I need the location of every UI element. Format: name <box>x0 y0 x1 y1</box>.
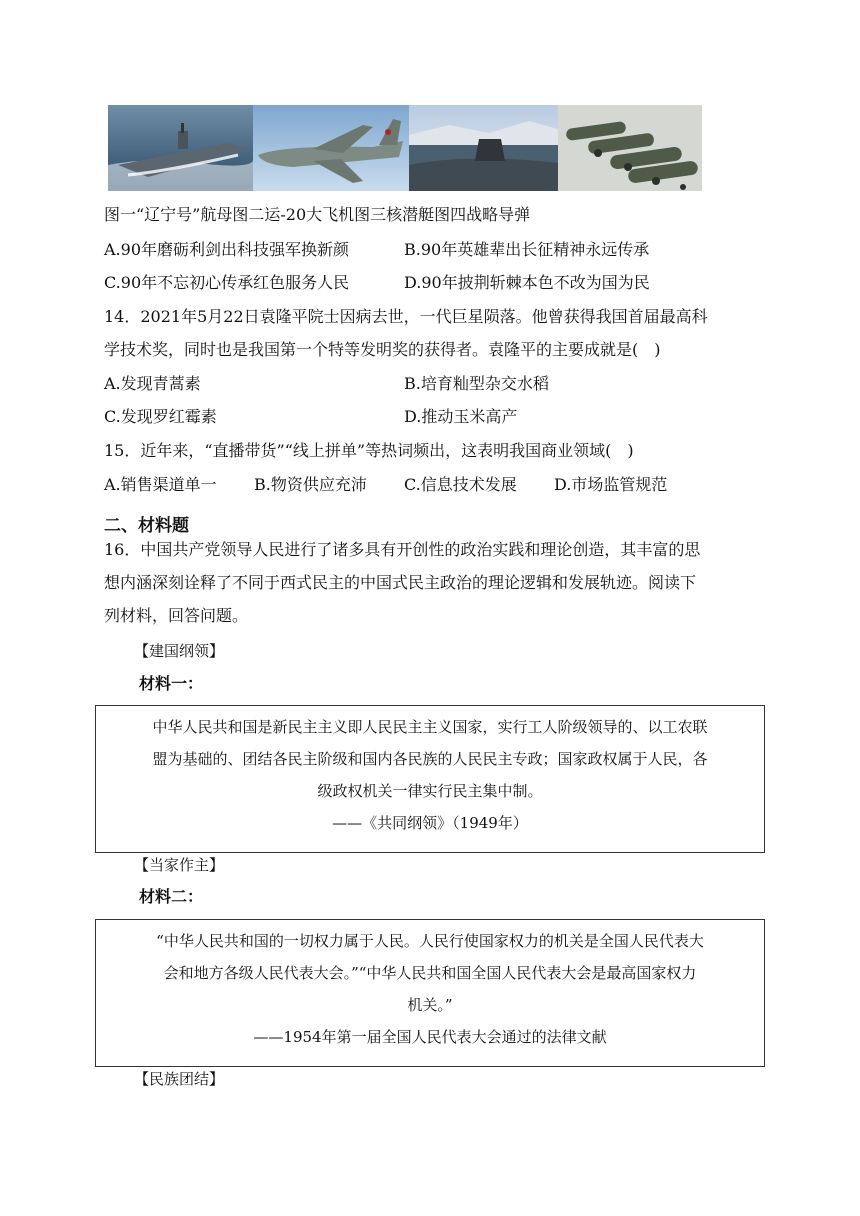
q16-stem-line2: 想内涵深刻诠释了不同于西式民主的中国式民主政治的理论逻辑和发展轨迹。阅读下 <box>104 573 697 592</box>
figure-photo-strip <box>108 105 702 191</box>
material1-line3: 级政权机关一律实行民主集中制。 <box>317 782 543 800</box>
section-heading: 二、材料题 <box>104 516 189 536</box>
material1-line2: 盟为基础的、团结各民主阶级和国内各民族的人民民主专政；国家政权属于人民，各 <box>152 750 708 768</box>
missile-launchers-photo <box>558 105 702 191</box>
material2-line2: 会和地方各级人民代表大会。”“中华人民共和国全国人民代表大会是最高国家权力 <box>163 964 697 982</box>
material2-label: 材料二： <box>139 887 204 906</box>
q13-option-a: A.90年磨砺利剑出科技强军换新颜 <box>104 240 350 259</box>
q14-option-c: C.发现罗红霉素 <box>104 407 217 426</box>
material1-source: ——《共同纲领》（1949年） <box>332 814 528 832</box>
aircraft-carrier-photo <box>108 105 253 191</box>
material1-line1: 中华人民共和国是新民主主义即人民民主主义国家，实行工人阶级领导的、以工农联 <box>152 718 708 736</box>
q14-option-d: D.推动玉米高产 <box>404 407 518 426</box>
material2-source: ——1954年第一届全国人民代表大会通过的法律文献 <box>253 1028 607 1046</box>
q14-stem-line1: 14．2021年5月22日袁隆平院士因病去世，一代巨星陨落。他曾获得我国首届最高科 <box>104 307 708 326</box>
q15-option-b: B.物资供应充沛 <box>254 475 367 494</box>
material2-line1: “中华人民共和国的一切权力属于人民。人民行使国家权力的机关是全国人民代表大 <box>156 932 704 950</box>
q15-option-d: D.市场监管规范 <box>554 475 668 494</box>
q16-stem-line1: 16．中国共产党领导人民进行了诸多具有开创性的政治实践和理论创造，其丰富的思 <box>104 540 701 559</box>
material1-tag: 【建国纲领】 <box>134 642 225 660</box>
q15-option-c: C.信息技术发展 <box>404 475 517 494</box>
q14-option-b: B.培育籼型杂交水稻 <box>404 374 549 393</box>
q15-option-a: A.销售渠道单一 <box>104 475 217 494</box>
q15-stem: 15．近年来，“直播带货”“线上拼单”等热词频出，这表明我国商业领域( ) <box>104 441 634 460</box>
material1-label: 材料一： <box>139 674 204 693</box>
figure-caption: 图一“辽宁号”航母图二运-20大飞机图三核潜艇图四战略导弹 <box>104 205 531 224</box>
q16-stem-line3: 列材料，回答问题。 <box>104 606 249 625</box>
q13-option-d: D.90年披荆斩棘本色不改为国为民 <box>404 273 650 292</box>
material3-tag: 【民族团结】 <box>134 1070 225 1088</box>
submarine-photo <box>409 105 558 191</box>
material2-line3: 机关。” <box>407 996 453 1014</box>
material2-box <box>95 919 765 1067</box>
q13-option-c: C.90年不忘初心传承红色服务人民 <box>104 273 350 292</box>
material2-tag: 【当家作主】 <box>134 856 225 874</box>
transport-plane-photo <box>253 105 409 191</box>
q14-option-a: A.发现青蒿素 <box>104 374 201 393</box>
q14-stem-line2: 学技术奖，同时也是我国第一个特等发明奖的获得者。袁隆平的主要成就是( ) <box>104 340 661 359</box>
q13-option-b: B.90年英雄辈出长征精神永远传承 <box>404 240 650 259</box>
material1-box <box>95 705 765 853</box>
